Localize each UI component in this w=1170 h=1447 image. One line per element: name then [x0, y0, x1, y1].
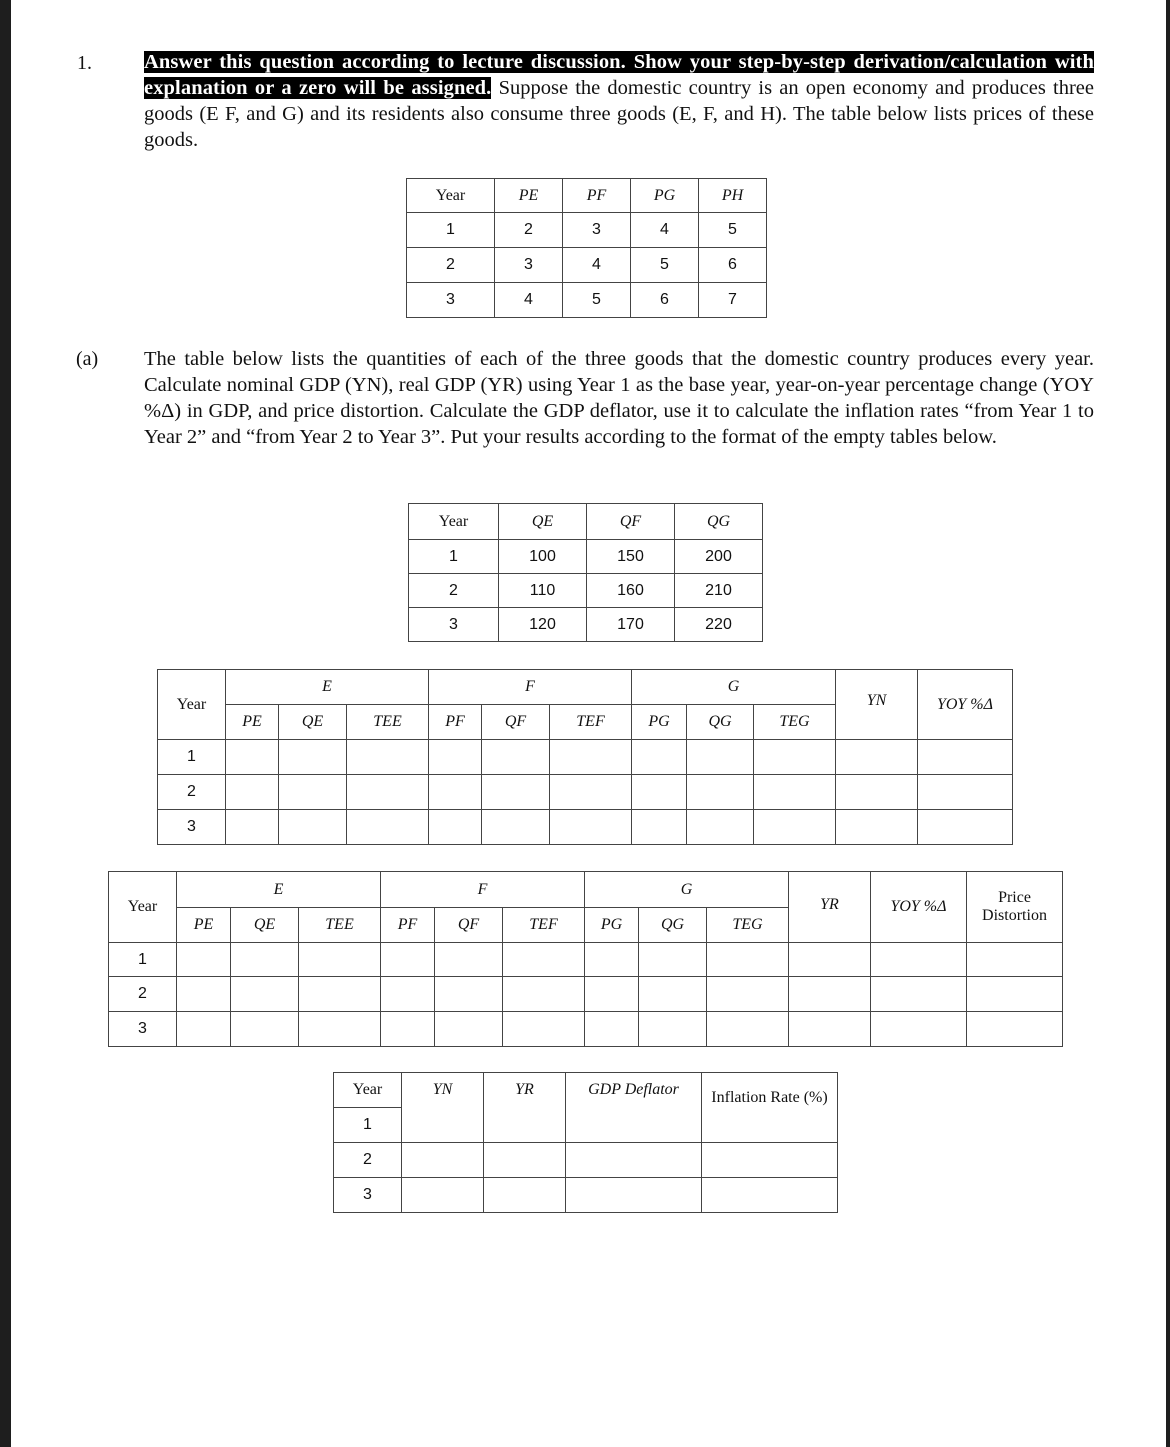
price-cell: 2	[407, 248, 495, 283]
answer-cell[interactable]	[299, 1012, 381, 1047]
deflator-header-inflation: Inflation Rate (%)	[702, 1073, 838, 1143]
answer-cell[interactable]	[503, 1012, 585, 1047]
answer-cell[interactable]	[226, 740, 279, 775]
answer-cell[interactable]	[585, 943, 639, 977]
answer-cell[interactable]	[435, 977, 503, 1012]
answer-cell[interactable]	[967, 977, 1063, 1012]
answer-cell[interactable]	[585, 977, 639, 1012]
qty-cell: 210	[675, 574, 763, 608]
nominal-sub-tee: TEE	[347, 705, 429, 740]
answer-cell[interactable]	[231, 1012, 299, 1047]
real-sub-pf: PF	[381, 908, 435, 943]
answer-cell[interactable]	[226, 810, 279, 845]
answer-cell[interactable]	[639, 1012, 707, 1047]
nominal-gdp-table	[157, 669, 1013, 845]
qty-header-year: Year	[409, 504, 499, 540]
nominal-row-year: 1	[158, 740, 226, 775]
worksheet-page	[11, 0, 1166, 1447]
answer-cell[interactable]	[967, 943, 1063, 977]
real-row-year: 3	[109, 1012, 177, 1047]
qty-cell: 150	[587, 540, 675, 574]
answer-cell[interactable]	[347, 810, 429, 845]
answer-cell[interactable]	[918, 810, 1013, 845]
answer-cell[interactable]	[871, 943, 967, 977]
real-sub-tef: TEF	[503, 908, 585, 943]
price-cell: 4	[495, 283, 563, 318]
nominal-yn-header: YN	[836, 670, 918, 740]
answer-cell[interactable]	[381, 977, 435, 1012]
answer-cell[interactable]	[429, 810, 482, 845]
answer-cell[interactable]	[381, 943, 435, 977]
answer-cell[interactable]	[177, 1012, 231, 1047]
nominal-sub-pg: PG	[632, 705, 687, 740]
answer-cell[interactable]	[381, 1012, 435, 1047]
qty-header-qe: QE	[499, 504, 587, 540]
nominal-row-year: 3	[158, 810, 226, 845]
deflator-header-yr: YR	[484, 1073, 566, 1143]
price-cell: 5	[631, 248, 699, 283]
qty-cell: 100	[499, 540, 587, 574]
answer-cell[interactable]	[435, 943, 503, 977]
qty-cell: 2	[409, 574, 499, 608]
real-group-e: E	[177, 872, 381, 908]
answer-cell[interactable]	[918, 740, 1013, 775]
answer-cell[interactable]	[687, 810, 754, 845]
part-a-label: (a)	[76, 348, 99, 370]
answer-cell[interactable]	[347, 740, 429, 775]
real-sub-qg: QG	[639, 908, 707, 943]
answer-cell[interactable]	[836, 740, 918, 775]
answer-cell[interactable]	[231, 943, 299, 977]
price-cell: 3	[495, 248, 563, 283]
deflator-header-yn: YN	[402, 1073, 484, 1143]
nominal-group-g: G	[632, 670, 836, 705]
answer-cell[interactable]	[871, 977, 967, 1012]
answer-cell[interactable]	[503, 943, 585, 977]
answer-cell[interactable]	[429, 775, 482, 810]
answer-cell[interactable]	[702, 1143, 838, 1178]
qty-cell: 160	[587, 574, 675, 608]
nominal-sub-tef: TEF	[550, 705, 632, 740]
qty-header-qg: QG	[675, 504, 763, 540]
price-header-pg: PG	[631, 179, 699, 213]
price-distortion-header: Price Distortion	[967, 872, 1063, 943]
price-header-year: Year	[407, 179, 495, 213]
quantity-table	[408, 503, 763, 642]
real-sub-tee: TEE	[299, 908, 381, 943]
price-cell: 3	[407, 283, 495, 318]
qty-cell: 200	[675, 540, 763, 574]
answer-cell[interactable]	[550, 740, 632, 775]
nominal-group-e: E	[226, 670, 429, 705]
real-row-year: 1	[109, 943, 177, 977]
nominal-year-header: Year	[158, 670, 226, 740]
answer-cell[interactable]	[550, 810, 632, 845]
real-row-year: 2	[109, 977, 177, 1012]
answer-cell[interactable]	[836, 775, 918, 810]
part-a-text: The table below lists the quantities of each of the three goods that the domestic country produces every year. Calculate nominal GDP (YN), real GDP (YR) using Year 1 as the base year, year-on-year percentage change (YOY %Δ) in GDP, and price distortion. Calculate the GDP deflator, use it to calculate the inflation rates “from Year 1 to Year 2” and “from Year 2 to Year 3”. Put your results according to the format of the empty tables below.	[144, 348, 1094, 448]
price-header-pf: PF	[563, 179, 631, 213]
answer-cell[interactable]	[871, 1012, 967, 1047]
price-cell: 7	[699, 283, 767, 318]
answer-cell[interactable]	[707, 977, 789, 1012]
answer-cell[interactable]	[231, 977, 299, 1012]
answer-cell[interactable]	[279, 775, 347, 810]
real-year-header: Year	[109, 872, 177, 943]
real-sub-qe: QE	[231, 908, 299, 943]
answer-cell[interactable]	[836, 810, 918, 845]
answer-cell[interactable]	[299, 943, 381, 977]
deflator-row-year: 1	[334, 1108, 402, 1143]
qty-cell: 110	[499, 574, 587, 608]
real-sub-qf: QF	[435, 908, 503, 943]
price-cell: 3	[563, 213, 631, 248]
answer-cell[interactable]	[687, 775, 754, 810]
nominal-sub-qe: QE	[279, 705, 347, 740]
answer-cell[interactable]	[347, 775, 429, 810]
answer-cell[interactable]	[484, 1143, 566, 1178]
qty-header-qf: QF	[587, 504, 675, 540]
answer-cell[interactable]	[566, 1143, 702, 1178]
qty-cell: 3	[409, 608, 499, 642]
question-number: 1.	[77, 52, 92, 74]
price-cell: 5	[563, 283, 631, 318]
real-group-g: G	[585, 872, 789, 908]
answer-cell[interactable]	[279, 810, 347, 845]
nominal-group-f: F	[429, 670, 632, 705]
answer-cell[interactable]	[429, 740, 482, 775]
price-table	[406, 178, 767, 318]
price-cell: 2	[495, 213, 563, 248]
deflator-header-year: Year	[334, 1073, 402, 1108]
qty-cell: 170	[587, 608, 675, 642]
answer-cell[interactable]	[918, 775, 1013, 810]
answer-cell[interactable]	[484, 1178, 566, 1213]
price-header-ph: PH	[699, 179, 767, 213]
answer-cell[interactable]	[754, 810, 836, 845]
question-intro	[144, 49, 1094, 153]
answer-cell[interactable]	[707, 943, 789, 977]
answer-cell[interactable]	[789, 977, 871, 1012]
answer-cell[interactable]	[967, 1012, 1063, 1047]
nominal-sub-qg: QG	[687, 705, 754, 740]
real-gdp-table	[108, 871, 1063, 1047]
qty-cell: 220	[675, 608, 763, 642]
real-sub-pe: PE	[177, 908, 231, 943]
answer-cell[interactable]	[299, 977, 381, 1012]
answer-cell[interactable]	[566, 1178, 702, 1213]
answer-cell[interactable]	[550, 775, 632, 810]
answer-cell[interactable]	[754, 740, 836, 775]
answer-cell[interactable]	[639, 943, 707, 977]
answer-cell[interactable]	[402, 1143, 484, 1178]
answer-cell[interactable]	[226, 775, 279, 810]
answer-cell[interactable]	[177, 977, 231, 1012]
real-sub-pg: PG	[585, 908, 639, 943]
answer-cell[interactable]	[789, 943, 871, 977]
real-sub-teg: TEG	[707, 908, 789, 943]
real-yr-header: YR	[789, 872, 871, 943]
price-cell: 6	[699, 248, 767, 283]
answer-cell[interactable]	[482, 740, 550, 775]
price-cell: 6	[631, 283, 699, 318]
nominal-sub-qf: QF	[482, 705, 550, 740]
answer-cell[interactable]	[279, 740, 347, 775]
nominal-row-year: 2	[158, 775, 226, 810]
answer-cell[interactable]	[789, 1012, 871, 1047]
answer-cell[interactable]	[482, 775, 550, 810]
answer-cell[interactable]	[632, 775, 687, 810]
answer-cell[interactable]	[702, 1178, 838, 1213]
answer-cell[interactable]	[585, 1012, 639, 1047]
answer-cell[interactable]	[482, 810, 550, 845]
price-cell: 4	[631, 213, 699, 248]
price-cell: 1	[407, 213, 495, 248]
deflator-row-year: 3	[334, 1178, 402, 1213]
answer-cell[interactable]	[632, 810, 687, 845]
nominal-sub-pf: PF	[429, 705, 482, 740]
nominal-sub-pe: PE	[226, 705, 279, 740]
qty-cell: 1	[409, 540, 499, 574]
real-group-f: F	[381, 872, 585, 908]
answer-cell[interactable]	[754, 775, 836, 810]
answer-cell[interactable]	[503, 977, 585, 1012]
price-header-pe: PE	[495, 179, 563, 213]
nominal-sub-teg: TEG	[754, 705, 836, 740]
answer-cell[interactable]	[435, 1012, 503, 1047]
deflator-table	[333, 1072, 838, 1213]
deflator-row-year: 2	[334, 1143, 402, 1178]
nominal-yoy-header: YOY %Δ	[918, 670, 1013, 740]
answer-cell[interactable]	[707, 1012, 789, 1047]
price-cell: 4	[563, 248, 631, 283]
answer-cell[interactable]	[639, 977, 707, 1012]
answer-cell[interactable]	[402, 1178, 484, 1213]
answer-cell[interactable]	[687, 740, 754, 775]
qty-cell: 120	[499, 608, 587, 642]
real-yoy-header: YOY %Δ	[871, 872, 967, 943]
price-cell: 5	[699, 213, 767, 248]
deflator-header-gdp-deflator: GDP Deflator	[566, 1073, 702, 1143]
instruction-highlight: Answer this question according to lecture discussion. Show your step-by-step derivation/calculation with explanation or a zero will be assigned.	[144, 51, 1094, 99]
answer-cell[interactable]	[177, 943, 231, 977]
answer-cell[interactable]	[632, 740, 687, 775]
intro-text: Suppose the domestic country is an open economy and produces three goods (E F, and G) and its residents also consume three goods (E, F, and H). The table below lists prices of these goods.	[144, 77, 1094, 151]
